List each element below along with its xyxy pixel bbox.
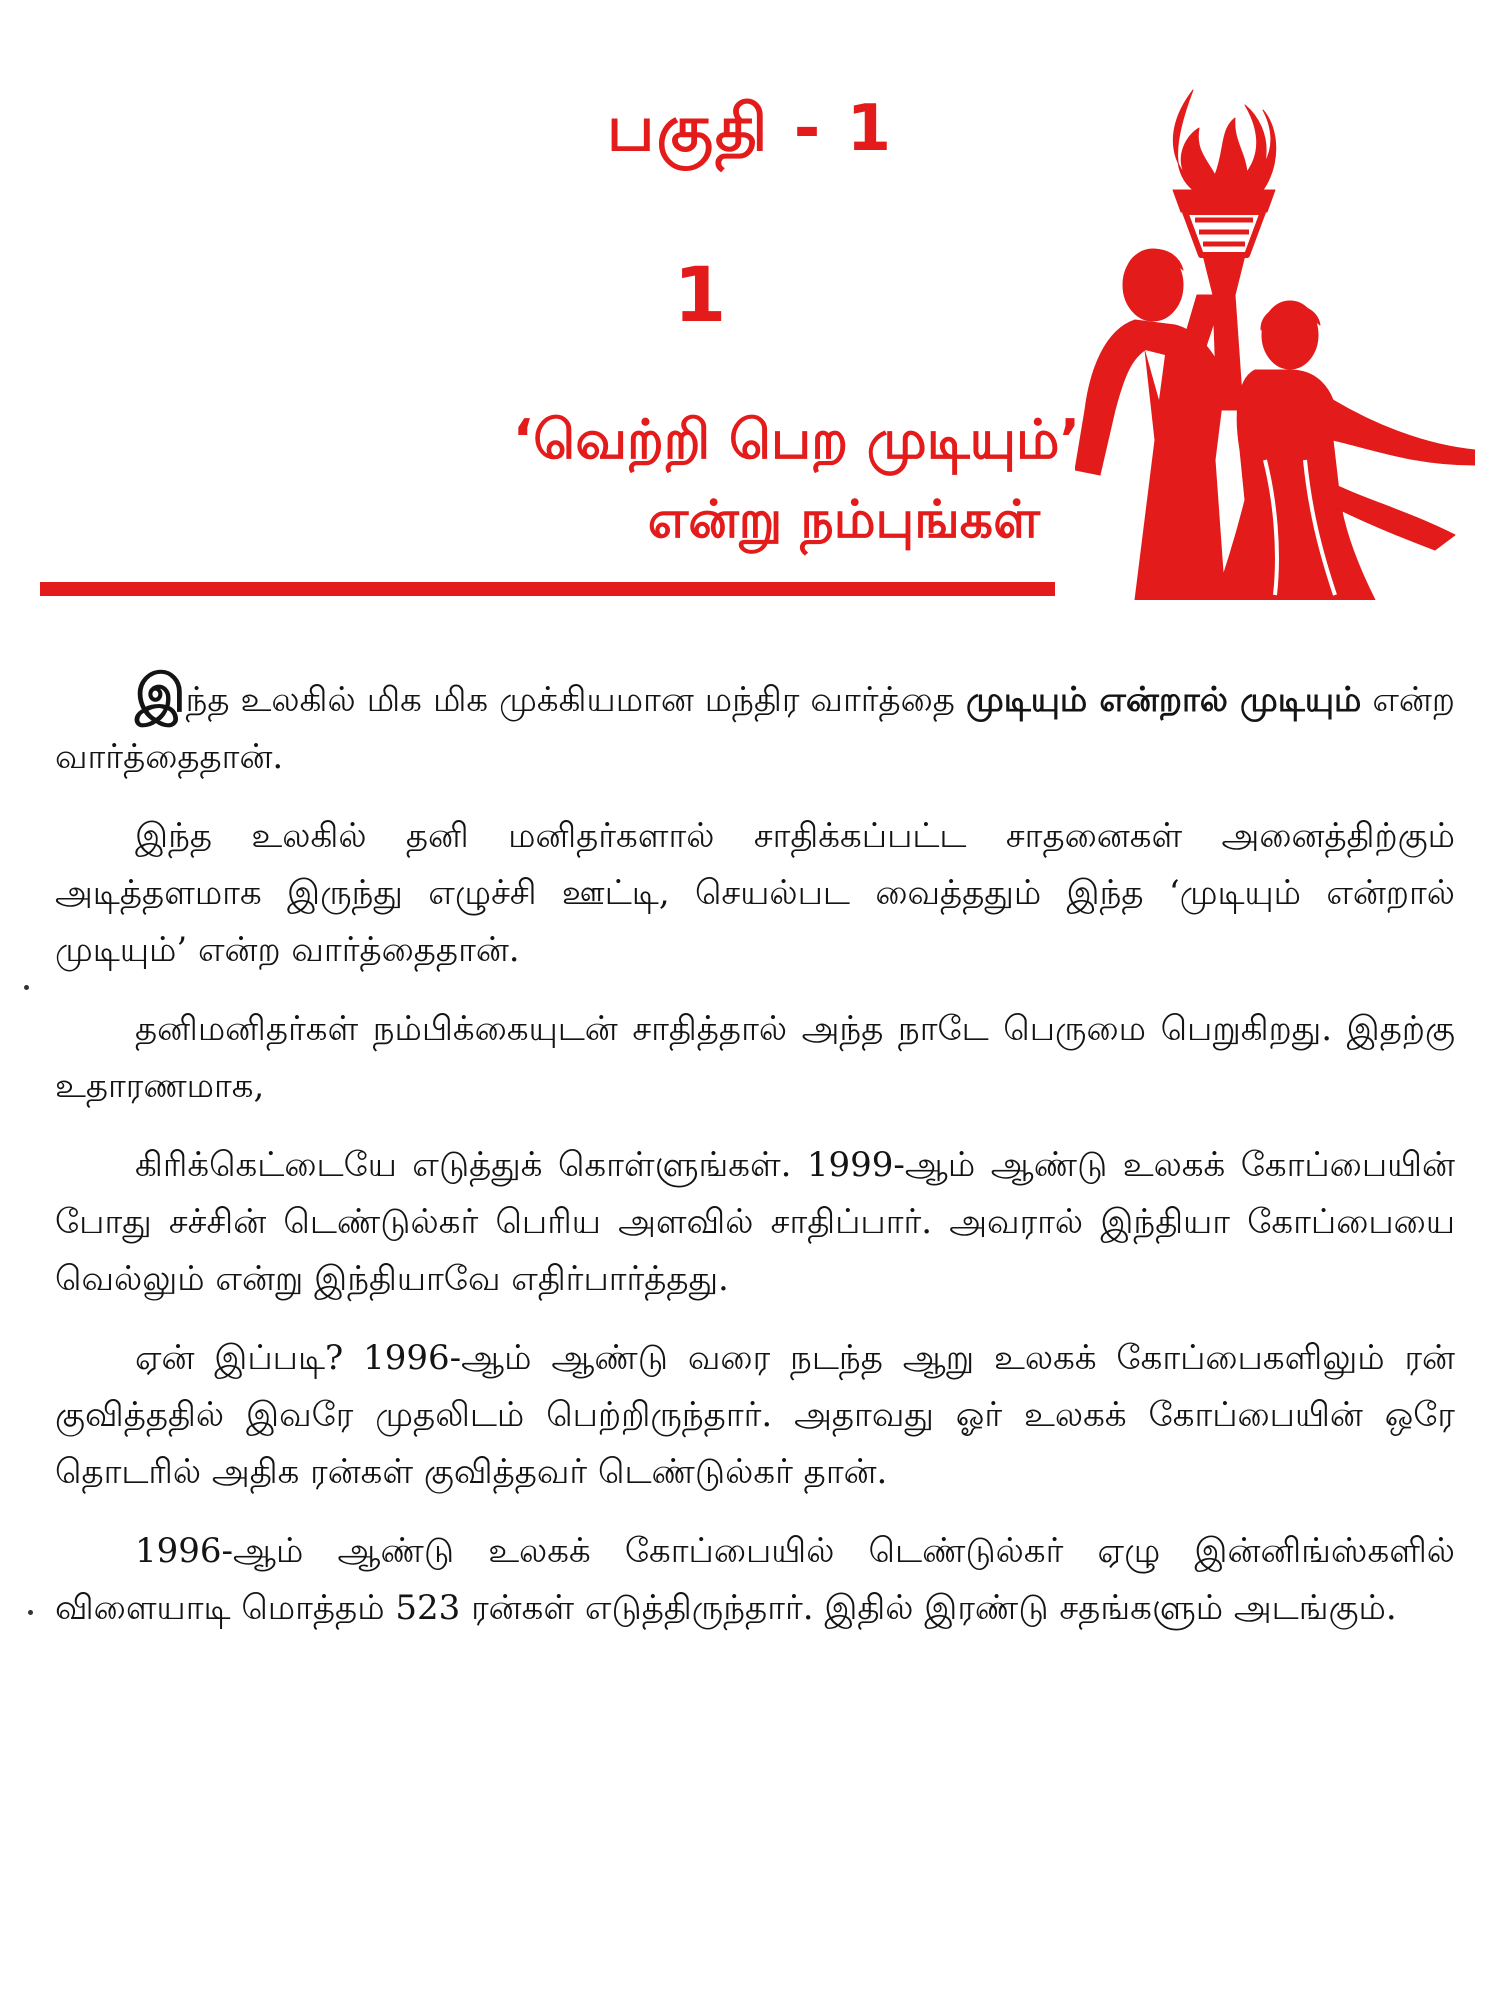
chapter-title-line-1: ‘வெற்றி பெற முடியும்’ bbox=[512, 408, 1080, 471]
chapter-title-line-2: என்று நம்புங்கள் bbox=[647, 490, 1040, 550]
part-label: பகுதி - 1 bbox=[606, 92, 894, 166]
paragraph-1-bold-phrase: முடியும் என்றால் முடியும் bbox=[965, 680, 1362, 720]
chapter-number: 1 bbox=[673, 250, 727, 339]
chapter-body bbox=[55, 665, 1455, 1659]
chapter-header bbox=[0, 0, 1500, 610]
drop-cap: இ bbox=[135, 663, 186, 724]
paragraph-4: கிரிக்கெட்டையே எடுத்துக் கொள்ளுங்கள். 1999-ஆம் ஆண்டு உலகக் கோப்பையின் போது சச்சின் டெண்டுல்கர் பெரிய அளவில் சாதிப்பார். அவரால் இந்தியா கோப்பையை வெல்லும் என்று இந்தியாவே எதிர்பார்த்தது. bbox=[55, 1145, 1455, 1299]
paragraph-1-tail: என்ற வார்த்தைதான். bbox=[55, 680, 1456, 777]
paragraph-1 bbox=[55, 665, 1455, 786]
torch-bearers-illustration-icon bbox=[1075, 80, 1475, 600]
paragraph-2: இந்த உலகில் தனி மனிதர்களால் சாதிக்கப்பட்ட சாதனைகள் அனைத்திற்கும் அடித்தளமாக இருந்து எழுச்சி ஊட்டி, செயல்பட வைத்ததும் இந்த ‘முடியும் என்றால் முடியும்’ என்ற வார்த்தைதான். bbox=[55, 816, 1455, 970]
paragraph-6: 1996-ஆம் ஆண்டு உலகக் கோப்பையில் டெண்டுல்கர் ஏழு இன்னிங்ஸ்களில் விளையாடி மொத்தம் 523 ரன்கள் எடுத்திருந்தார். இதில் இரண்டு சதங்களும் அடங்கும். bbox=[55, 1531, 1455, 1628]
margin-mark bbox=[28, 1610, 33, 1615]
paragraph-3: தனிமனிதர்கள் நம்பிக்கையுடன் சாதித்தால் அந்த நாடே பெருமை பெறுகிறது. இதற்கு உதாரணமாக, bbox=[55, 1009, 1455, 1106]
margin-mark bbox=[24, 985, 29, 990]
paragraph-5: ஏன் இப்படி? 1996-ஆம் ஆண்டு வரை நடந்த ஆறு உலகக் கோப்பைகளிலும் ரன் குவித்ததில் இவரே முதலிடம் பெற்றிருந்தார். அதாவது ஓர் உலகக் கோப்பையின் ஒரே தொடரில் அதிக ரன்கள் குவித்தவர் டெண்டுல்கர் தான். bbox=[55, 1338, 1455, 1492]
title-underline-rule bbox=[40, 582, 1055, 596]
paragraph-1-text: ந்த உலகில் மிக மிக முக்கியமான மந்திர வார்த்தை bbox=[185, 680, 966, 720]
